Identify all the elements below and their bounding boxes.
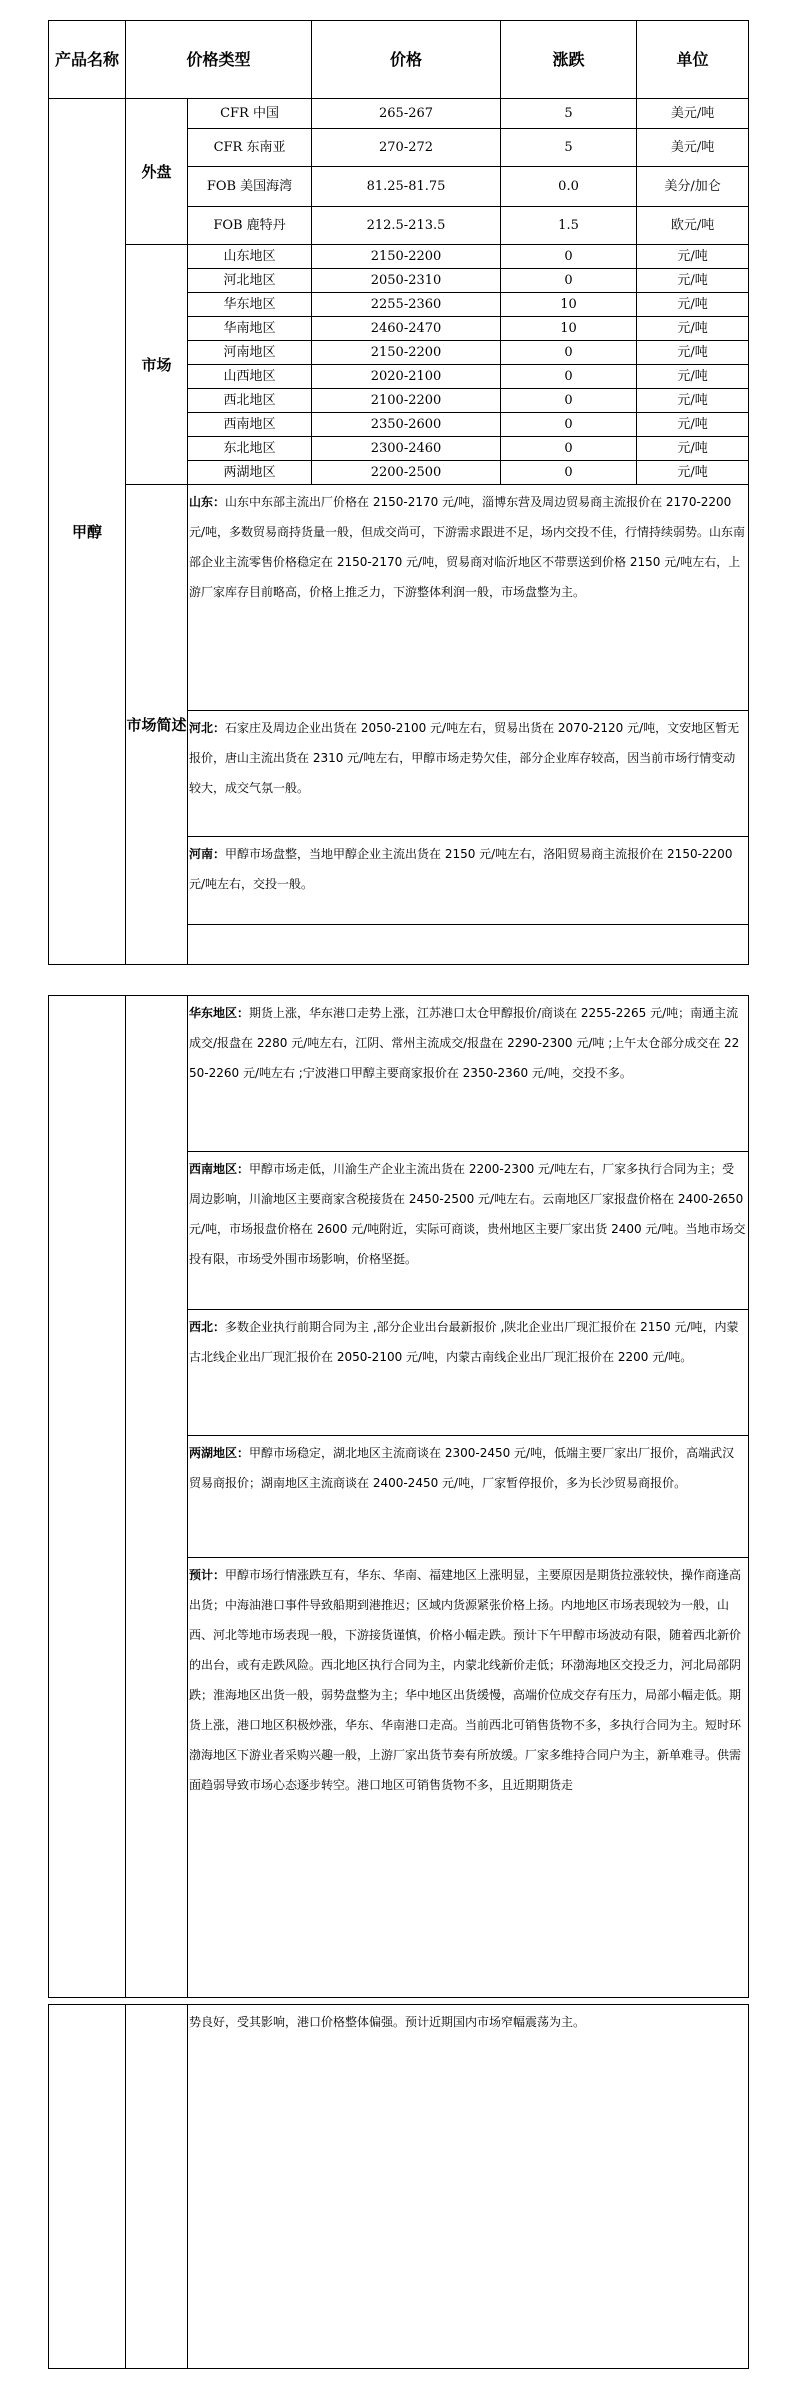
methanol-price-table [48,20,749,965]
brief-paragraph-shandong [188,485,749,711]
price-cell: 2050-2310 [312,269,501,293]
empty-cell [126,996,188,1998]
price-cell: 2150-2200 [312,341,501,365]
methanol-brief-table-continued [48,995,749,1998]
table-header-row [49,21,749,99]
unit-cell: 欧元/吨 [637,207,749,245]
change-cell: 0 [501,437,637,461]
region-label: 山东： [189,495,226,509]
paragraph-text: 期货上涨，华东港口走势上涨，江苏港口太仓甲醇报价/商谈在 2255-2265 元/吨；南通主流成交/报盘在 2280 元/吨左右，江阴、常州主流成交/报盘在 2290-2300 元/吨 ;上午太仓部分成交在 2250-2260 元/吨左右 ;宁波港口甲醇主要商家报价在 2350-2360 元/吨，交投不多。 [189,1006,740,1080]
price-cell: 2300-2460 [312,437,501,461]
paragraph-text: 甲醇市场行情涨跌互有，华东、华南、福建地区上涨明显，主要原因是期货拉涨较快，操作商逢高出货；中海油港口事件导致船期到港推迟；区域内货源紧张价格上扬。内地地区市场表现较为一般，山西、河北等地市场表现一般，下游接货谨慎，价格小幅走跌。预计下午甲醇市场波动有限，随着西北新价的出台，或有走跌风险。西北地区执行合同为主，内蒙北线新价走低；环渤海地区交投乏力，河北局部阴跌；淮海地区出货一般，弱势盘整为主；华中地区出货缓慢，高端价位成交存有压力，局部小幅走低。期货上涨，港口地区积极炒涨，华东、华南港口走高。当前西北可销售货物不多，多执行合同为主。短时环渤海地区下游业者采购兴趣一般，上游厂家出货节奏有所放缓。厂家多维持合同户为主，新单难寻。供需面趋弱导致市场心态逐步转空。港口地区可销售货物不多，且近期期货走 [189,1568,742,1792]
unit-cell: 元/吨 [637,413,749,437]
table-row [49,485,749,711]
unit-cell: 元/吨 [637,245,749,269]
change-cell: 0 [501,389,637,413]
price-cell: 270-272 [312,129,501,167]
region-cell: 河北地区 [188,269,312,293]
price-type-cell: FOB 鹿特丹 [188,207,312,245]
region-cell: 华南地区 [188,317,312,341]
price-type-cell: FOB 美国海湾 [188,167,312,207]
brief-paragraph-southwest [188,1152,749,1310]
paragraph-text: 石家庄及周边企业出货在 2050-2100 元/吨左右，贸易出货在 2070-2120 元/吨，文安地区暂无报价，唐山主流出货在 2310 元/吨左右，甲醇市场走势欠佳，部分企业库存较高，因当前市场行情变动较大，成交气氛一般。 [189,721,740,795]
unit-cell: 元/吨 [637,437,749,461]
region-cell: 西北地区 [188,389,312,413]
change-cell: 0 [501,269,637,293]
change-cell: 0 [501,365,637,389]
price-type-cell: CFR 东南亚 [188,129,312,167]
region-cell: 山西地区 [188,365,312,389]
brief-paragraph-east-china [188,996,749,1152]
price-cell: 81.25-81.75 [312,167,501,207]
unit-cell: 元/吨 [637,317,749,341]
empty-cell [188,925,749,965]
price-type-cell: CFR 中国 [188,99,312,129]
region-cell: 华东地区 [188,293,312,317]
unit-cell: 美元/吨 [637,99,749,129]
empty-cell [49,2005,126,2369]
brief-label: 市场简述 [126,485,188,965]
price-cell: 2255-2360 [312,293,501,317]
change-cell: 0 [501,245,637,269]
empty-cell [126,2005,188,2369]
change-cell: 10 [501,317,637,341]
price-cell: 2460-2470 [312,317,501,341]
region-cell: 西南地区 [188,413,312,437]
region-cell: 两湖地区 [188,461,312,485]
paragraph-text: 山东中东部主流出厂价格在 2150-2170 元/吨，淄博东营及周边贸易商主流报价在 2170-2200 元/吨，多数贸易商持货量一般，但成交尚可，下游需求跟进不足，场内交投不佳，行情持续弱势。山东南部企业主流零售价格稳定在 2150-2170 元/吨，贸易商对临沂地区不带票送到价格 2150 元/吨左右，上游厂家库存目前略高，价格上推乏力，下游整体利润一般，市场盘整为主。 [189,495,746,599]
brief-paragraph-northwest [188,1310,749,1436]
unit-cell: 元/吨 [637,461,749,485]
price-cell: 2100-2200 [312,389,501,413]
unit-cell: 元/吨 [637,269,749,293]
paragraph-text: 甲醇市场走低，川渝生产企业主流出货在 2200-2300 元/吨左右，厂家多执行合同为主；受周边影响，川渝地区主要商家含税接货在 2450-2500 元/吨左右。云南地区厂家报盘价格在 2400-2650 元/吨，市场报盘价格在 2600 元/吨附近，实际可商谈，贵州地区主要厂家出货 2400 元/吨。当地市场交投有限，市场受外围市场影响，价格坚挺。 [189,1162,746,1266]
region-label: 西南地区： [189,1162,250,1176]
change-cell: 0 [501,413,637,437]
header-price: 价格 [312,21,501,99]
methanol-brief-table-final [48,2004,749,2369]
change-cell: 0.0 [501,167,637,207]
paragraph-text: 势良好，受其影响，港口价格整体偏强。预计近期国内市场窄幅震荡为主。 [189,2015,586,2029]
brief-paragraph-forecast-continued [188,2005,749,2369]
paragraph-text: 甲醇市场稳定，湖北地区主流商谈在 2300-2450 元/吨，低端主要厂家出厂报价，高端武汉贸易商报价；湖南地区主流商谈在 2400-2450 元/吨，厂家暂停报价，多为长沙贸易商报价。 [189,1446,735,1490]
brief-paragraph-hebei [188,711,749,837]
price-cell: 2020-2100 [312,365,501,389]
region-label: 西北： [189,1320,226,1334]
price-cell: 2150-2200 [312,245,501,269]
price-cell: 212.5-213.5 [312,207,501,245]
change-cell: 5 [501,129,637,167]
region-cell: 河南地区 [188,341,312,365]
table-row [49,996,749,1152]
unit-cell: 元/吨 [637,365,749,389]
price-cell: 265-267 [312,99,501,129]
region-label: 河北： [189,721,226,735]
change-cell: 0 [501,461,637,485]
header-change: 涨跌 [501,21,637,99]
unit-cell: 元/吨 [637,341,749,365]
unit-cell: 美元/吨 [637,129,749,167]
brief-paragraph-forecast [188,1558,749,1998]
market-label: 市场 [126,245,188,485]
unit-cell: 元/吨 [637,293,749,317]
price-cell: 2200-2500 [312,461,501,485]
region-label: 预计： [189,1568,226,1582]
unit-cell: 元/吨 [637,389,749,413]
region-label: 两湖地区： [189,1446,250,1460]
table-row [49,2005,749,2369]
product-name-cell: 甲醇 [49,99,126,965]
brief-paragraph-hunan-hubei [188,1436,749,1558]
region-cell: 东北地区 [188,437,312,461]
paragraph-text: 多数企业执行前期合同为主 ,部分企业出台最新报价 ,陕北企业出厂现汇报价在 2150 元/吨，内蒙古北线企业出厂现汇报价在 2050-2100 元/吨，内蒙古南线企业出厂现汇报价在 2200 元/吨。 [189,1320,739,1364]
price-cell: 2350-2600 [312,413,501,437]
change-cell: 1.5 [501,207,637,245]
external-label: 外盘 [126,99,188,245]
change-cell: 10 [501,293,637,317]
region-label: 华东地区： [189,1006,250,1020]
region-label: 河南： [189,847,226,861]
table-row [49,245,749,269]
header-price-type: 价格类型 [126,21,312,99]
change-cell: 5 [501,99,637,129]
empty-cell [49,996,126,1998]
header-product-name: 产品名称 [49,21,126,99]
change-cell: 0 [501,341,637,365]
header-unit: 单位 [637,21,749,99]
unit-cell: 美分/加仑 [637,167,749,207]
paragraph-text: 甲醇市场盘整，当地甲醇企业主流出货在 2150 元/吨左右，洛阳贸易商主流报价在 2150-2200 元/吨左右，交投一般。 [189,847,733,891]
region-cell: 山东地区 [188,245,312,269]
brief-paragraph-henan [188,837,749,925]
table-row [49,99,749,129]
